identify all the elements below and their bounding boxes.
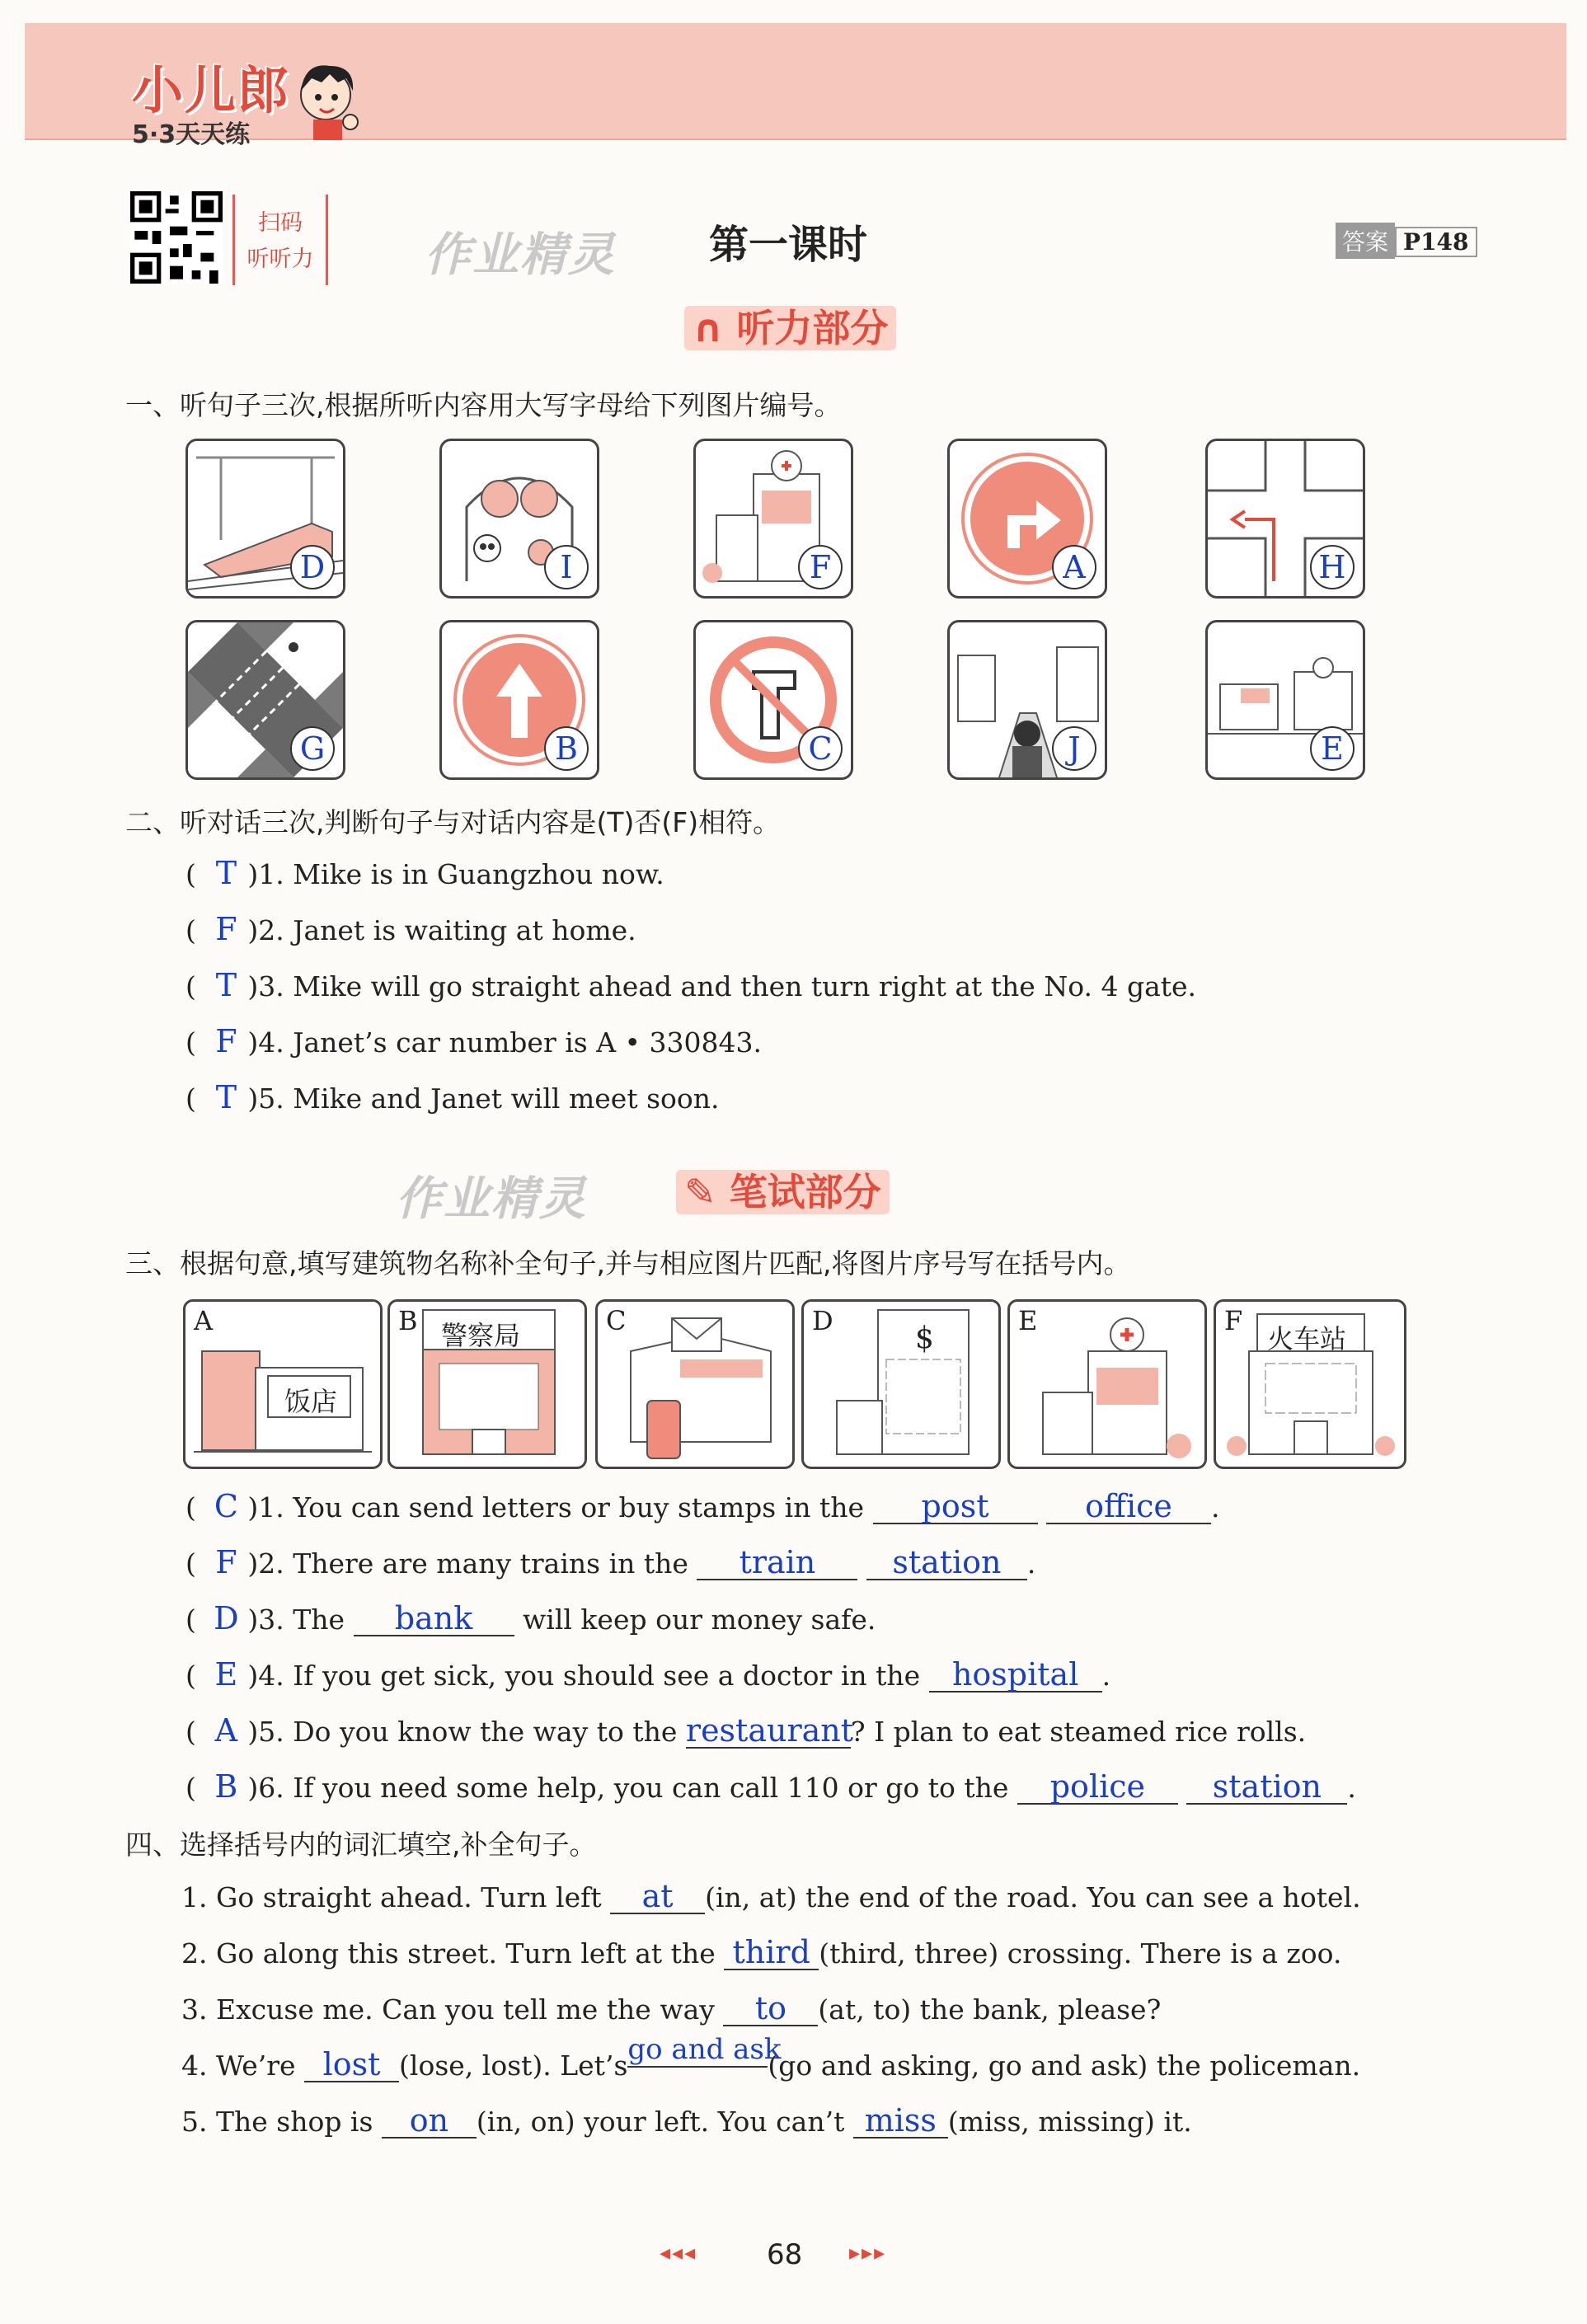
picture-letter: A (194, 1305, 214, 1336)
picture-answer-letter: A (1052, 545, 1096, 589)
q3-blank[interactable]: hospital (929, 1658, 1102, 1693)
picture-letter: D (812, 1305, 833, 1336)
q3-sentence-end: ? I plan to eat steamed rice rolls. (850, 1716, 1307, 1748)
sign-text: 警察局 (441, 1320, 521, 1351)
q4-sentence: 5. The shop is (181, 2106, 373, 2138)
picture-answer-letter: E (1310, 726, 1355, 771)
q3-sentence: )5. Do you know the way to the (247, 1716, 678, 1748)
q3-item-2: ( F )2. There are many trains in the train station . (185, 1544, 1036, 1580)
q2-answer: T (215, 1079, 237, 1115)
q3-item-1: ( C )1. You can send letters or buy stamps in the post office . (185, 1488, 1220, 1524)
q4-blank[interactable]: on (382, 2104, 477, 2139)
q2-sentence: )2. Janet is waiting at home. (247, 914, 636, 946)
q3-item-6: ( B )6. If you need some help, you can call 110 or go to the police station . (185, 1768, 1356, 1805)
q4-item-2 (181, 1936, 1341, 1970)
question-3-title: 三、根据句意,填写建筑物名称补全句子,并与相应图片匹配,将图片序号写在括号内。 (125, 1247, 1131, 1279)
hospital-icon (1010, 1302, 1204, 1467)
picture-answer-letter: J (1052, 726, 1096, 771)
q2-item-2: ( F )2. Janet is waiting at home. (185, 911, 636, 947)
q4-item-3 (181, 1992, 1161, 2026)
picture-answer-letter: I (544, 545, 589, 589)
post-office-icon (598, 1302, 792, 1467)
q3-blank[interactable]: restaurant (685, 1712, 854, 1749)
picture-answer-letter: D (290, 545, 335, 589)
listening-section-title (684, 298, 896, 353)
watermark-middle: 作业精灵 (396, 1172, 587, 1226)
q4-blank[interactable]: third (724, 1936, 819, 1970)
q3-blank[interactable]: police (1017, 1770, 1178, 1805)
q3-blank[interactable]: station (866, 1546, 1027, 1580)
q3-blank[interactable]: train (697, 1546, 857, 1580)
pencil-icon: ✎ (684, 1170, 716, 1214)
q4-sentence-end: (third, three) crossing. There is a zoo. (819, 1937, 1342, 1970)
picture-answer-letter: F (798, 545, 843, 589)
q4-sentence-end: (at, to) the bank, please? (818, 1993, 1162, 2026)
q3-blank[interactable]: office (1046, 1490, 1211, 1524)
headphones-icon: ∩ (693, 306, 724, 350)
q4-sentence: 4. We’re (181, 2049, 296, 2082)
q4-blank[interactable]: miss (853, 2104, 948, 2139)
brand-subtitle: 5·3天天练 (132, 120, 251, 149)
cartoon-boy-icon (289, 58, 367, 140)
q3-picture-b (387, 1299, 587, 1469)
sign-text: 饭店 (284, 1386, 338, 1417)
q1-picture-7 (439, 620, 599, 780)
q2-answer: F (215, 1023, 237, 1059)
dollar-sign-icon: $ (915, 1322, 934, 1355)
q2-sentence: )4. Janet’s car number is A • 330843. (247, 1026, 762, 1059)
q2-answer: T (215, 967, 237, 1003)
q4-sentence: 1. Go straight ahead. Turn left (181, 1881, 602, 1913)
q3-sentence: )3. The (247, 1603, 345, 1636)
writing-section-label: 笔试部分 (729, 1170, 881, 1214)
picture-answer-letter: G (290, 726, 335, 771)
q4-blank[interactable]: lost (304, 2048, 399, 2082)
q2-sentence: )1. Mike is in Guangzhou now. (247, 858, 664, 890)
q2-answer: F (215, 911, 237, 947)
q3-sentence-end: . (1101, 1660, 1111, 1692)
q3-sentence: )1. You can send letters or buy stamps in the (247, 1491, 865, 1524)
q3-sentence: )6. If you need some help, you can call 110 or go to the (247, 1772, 1009, 1804)
q3-item-5: ( A )5. Do you know the way to the restaurant? I plan to eat steamed rice rolls. (185, 1712, 1307, 1749)
q2-answer: T (215, 855, 237, 891)
q3-picture-f (1214, 1299, 1406, 1469)
q3-sentence-end: . (1026, 1547, 1036, 1580)
picture-letter: E (1018, 1305, 1038, 1336)
picture-letter: B (398, 1305, 418, 1336)
restaurant-icon (185, 1302, 380, 1467)
q3-sentence-end: will keep our money safe. (523, 1603, 876, 1636)
q3-blank[interactable]: post (873, 1490, 1038, 1524)
q4-sentence: 2. Go along this street. Turn left at the (181, 1937, 716, 1970)
q1-picture-8 (693, 620, 853, 780)
q3-sentence: )4. If you get sick, you should see a doctor in the (247, 1660, 921, 1692)
q2-item-5: ( T )5. Mike and Janet will meet soon. (185, 1079, 720, 1115)
q4-item-5 (181, 2104, 1192, 2139)
q3-blank[interactable]: bank (354, 1602, 514, 1636)
q4-sentence-end: (go and asking, go and ask) the policeman. (768, 2049, 1361, 2082)
q3-picture-c (595, 1299, 795, 1469)
q2-item-3: ( T )3. Mike will go straight ahead and then turn right at the No. 4 gate. (185, 967, 1197, 1003)
q3-answer: D (214, 1600, 239, 1636)
picture-answer-letter: C (798, 726, 843, 771)
picture-answer-letter: H (1310, 545, 1355, 589)
q3-answer: A (214, 1712, 238, 1749)
writing-section-title (676, 1162, 890, 1217)
q1-picture-1 (185, 439, 345, 599)
scan-line-1: 扫码 (258, 210, 303, 236)
q1-picture-6 (185, 620, 345, 780)
answer-label: 答案 (1336, 223, 1395, 259)
q3-picture-e (1007, 1299, 1207, 1469)
scan-to-listen-label (232, 195, 328, 285)
question-1-title: 一、听句子三次,根据所听内容用大写字母给下列图片编号。 (125, 389, 842, 421)
q4-sentence-middle: (in, on) your left. You can’t (476, 2106, 845, 2138)
q2-item-1: ( T )1. Mike is in Guangzhou now. (185, 855, 664, 891)
q3-sentence-end: . (1211, 1491, 1220, 1524)
q4-blank[interactable]: at (610, 1880, 705, 1914)
next-page-arrows-icon[interactable]: ▸▸▸ (849, 2241, 887, 2265)
q3-item-3: ( D )3. The bank will keep our money safe. (185, 1600, 876, 1636)
q1-picture-5 (1205, 439, 1365, 599)
qr-code-icon[interactable] (130, 191, 223, 284)
q2-sentence: )5. Mike and Janet will meet soon. (247, 1082, 720, 1115)
q3-picture-a (183, 1299, 383, 1469)
q2-sentence: )3. Mike will go straight ahead and then turn right at the No. 4 gate. (247, 970, 1197, 1002)
scan-line-2: 听听力 (247, 246, 314, 272)
q4-blank[interactable]: to (723, 1992, 818, 2026)
picture-letter: C (606, 1305, 627, 1336)
picture-letter: F (1224, 1305, 1243, 1336)
q3-answer: F (215, 1544, 237, 1580)
q1-picture-2 (439, 439, 599, 599)
answer-page: P148 (1395, 227, 1477, 257)
q3-blank[interactable]: station (1186, 1770, 1347, 1805)
q3-sentence-end: . (1347, 1772, 1356, 1804)
question-2-title: 二、听对话三次,判断句子与对话内容是(T)否(F)相符。 (125, 806, 781, 838)
watermark-top: 作业精灵 (425, 228, 616, 282)
q4-sentence-middle: (lose, lost). Let’s (399, 2049, 628, 2082)
listening-section-label: 听力部分 (736, 306, 889, 350)
brand-logo: 小儿郎 (132, 60, 291, 120)
answer-reference[interactable] (1336, 223, 1477, 259)
picture-answer-letter: B (544, 726, 589, 771)
q2-item-4: ( F )4. Janet’s car number is A • 330843. (185, 1023, 762, 1059)
sign-text: 火车站 (1267, 1323, 1347, 1354)
q4-sentence: 3. Excuse me. Can you tell me the way (181, 1993, 715, 2026)
q3-answer: B (214, 1768, 238, 1805)
q3-picture-d (801, 1299, 1001, 1469)
previous-page-arrows-icon[interactable]: ◂◂◂ (660, 2241, 697, 2265)
lesson-title: 第一课时 (709, 222, 868, 268)
q4-sentence-end: (miss, missing) it. (947, 2106, 1192, 2138)
q1-picture-3 (693, 439, 853, 599)
q4-item-1 (181, 1880, 1361, 1914)
q3-answer: E (214, 1656, 238, 1693)
q4-sentence-end: (in, at) the end of the road. You can see a hotel. (705, 1881, 1361, 1913)
question-4-title: 四、选择括号内的词汇填空,补全句子。 (125, 1829, 597, 1861)
page-number: 68 (767, 2238, 803, 2271)
q3-sentence: )2. There are many trains in the (247, 1547, 688, 1580)
q1-picture-4 (947, 439, 1107, 599)
q3-item-4: ( E )4. If you get sick, you should see a doctor in the hospital . (185, 1656, 1111, 1693)
q1-picture-10 (1205, 620, 1365, 780)
q1-picture-9 (947, 620, 1107, 780)
q3-answer: C (214, 1488, 238, 1524)
q4-blank[interactable]: go and ask (627, 2033, 782, 2066)
q4-item-4 (181, 2033, 1361, 2084)
